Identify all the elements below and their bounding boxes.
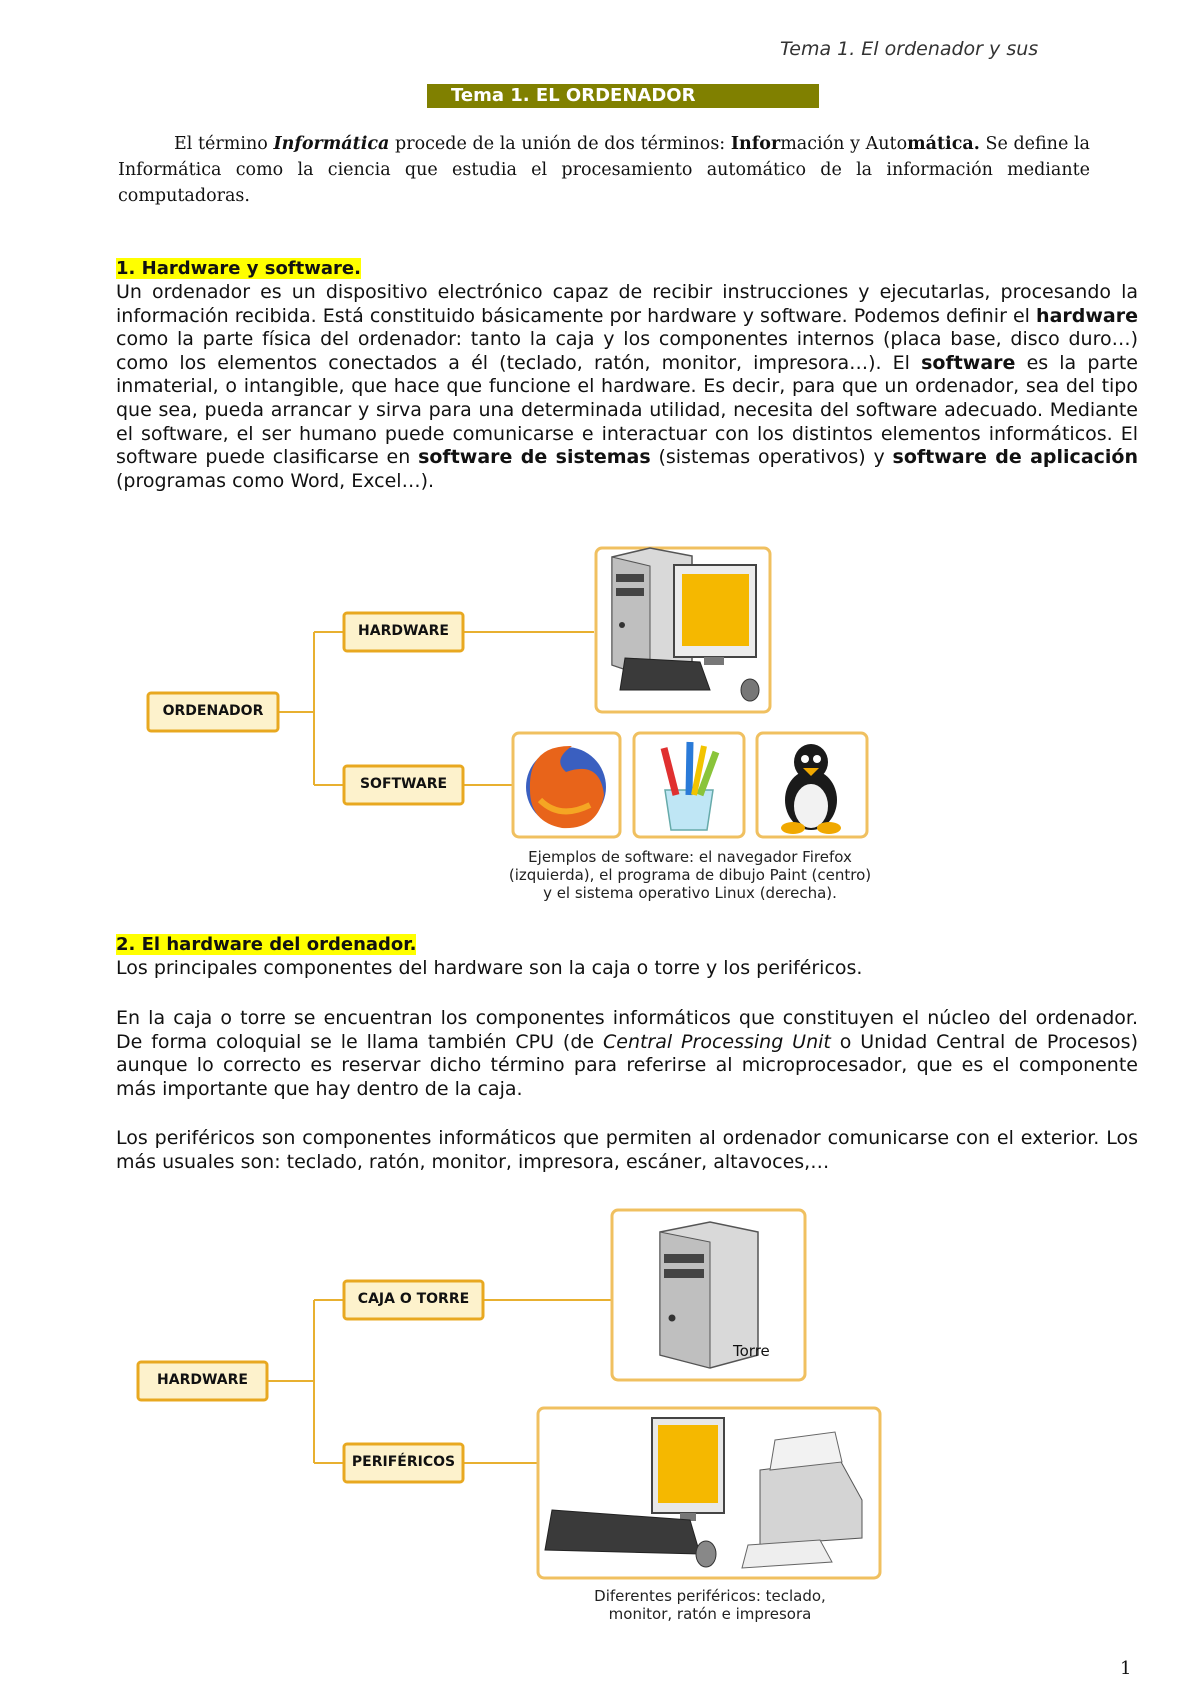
page-number: 1 — [1120, 1658, 1132, 1679]
section-1-body: Un ordenador es un dispositivo electrónico capaz de recibir instrucciones y ejecutarlas, procesando la información recibida. Está constituido básicamente por hardware y software. Podemos definir el hardware como la parte física del ordenador: tanto la caja y los componentes internos (placa base, disco duro…) como los elementos conectados a él (teclado, ratón, monitor, impresora…). El software es la parte inmaterial, o intangible, que hace que funcione el hardware. Es decir, para que un ordenador, sea del tipo que sea, pueda arrancar y sirva para una determinada utilidad, necesita del software adecuado. Mediante el software, el ser humano puede comunicarse e interactuar con los distintos elementos informáticos. El software puede clasificarse en software de sistemas (sistemas operativos) y software de aplicación (programas como Word, Excel…). — [116, 281, 1138, 492]
ordenador-label: ORDENADOR — [162, 703, 264, 719]
intro-paragraph: El término Informática procede de la unión de dos términos: Información y Automática. Se define la Informática como la ciencia que estudia el procesamiento automático de la información mediante computadoras. — [118, 134, 1090, 206]
tower-label: Torre — [733, 1342, 770, 1360]
paint-icon — [634, 733, 744, 837]
hardware-label: HARDWARE — [358, 623, 449, 639]
computer-image — [596, 548, 770, 712]
peripherals-image — [538, 1408, 880, 1578]
hardware-root-label: HARDWARE — [157, 1372, 248, 1388]
section-1-heading: 1. Hardware y software. — [116, 258, 361, 279]
section-2-p1: Los principales componentes del hardware son la caja o torre y los periféricos. — [116, 957, 863, 979]
section-2-p3: Los periféricos son componentes informáticos que permiten al ordenador comunicarse con el exterior. Los más usuales son: teclado, ratón, monitor, impresora, escáner, altavoces,… — [116, 1127, 1138, 1173]
running-header: Tema 1. El ordenador y sus — [780, 38, 1039, 60]
firefox-icon — [513, 733, 620, 837]
caja-torre-label: CAJA O TORRE — [357, 1291, 470, 1307]
section-2-heading: 2. El hardware del ordenador. — [116, 934, 417, 955]
software-label: SOFTWARE — [359, 776, 448, 792]
diagram1-caption: Ejemplos de software: el navegador Firefox (izquierda), el programa de dibujo Paint (centro) y el sistema operativo Linux (derecha). — [508, 848, 872, 902]
perifericos-label: PERIFÉRICOS — [351, 1454, 456, 1470]
linux-tux-icon — [757, 733, 867, 837]
document-title: Tema 1. EL ORDENADOR — [427, 84, 819, 108]
tower-image — [612, 1210, 805, 1380]
diagram2-caption: Diferentes periféricos: teclado, monitor, ratón e impresora — [594, 1587, 826, 1623]
section-2-p2: En la caja o torre se encuentran los componentes informáticos que constituyen el núcleo del ordenador. De forma coloquial se le llama también CPU (de Central Processing Unit o Unidad Central de Procesos) aunque lo correcto es reservar dicho término para referirse al microprocesador, que es el componente más importante que hay dentro de la caja. — [116, 1007, 1138, 1100]
